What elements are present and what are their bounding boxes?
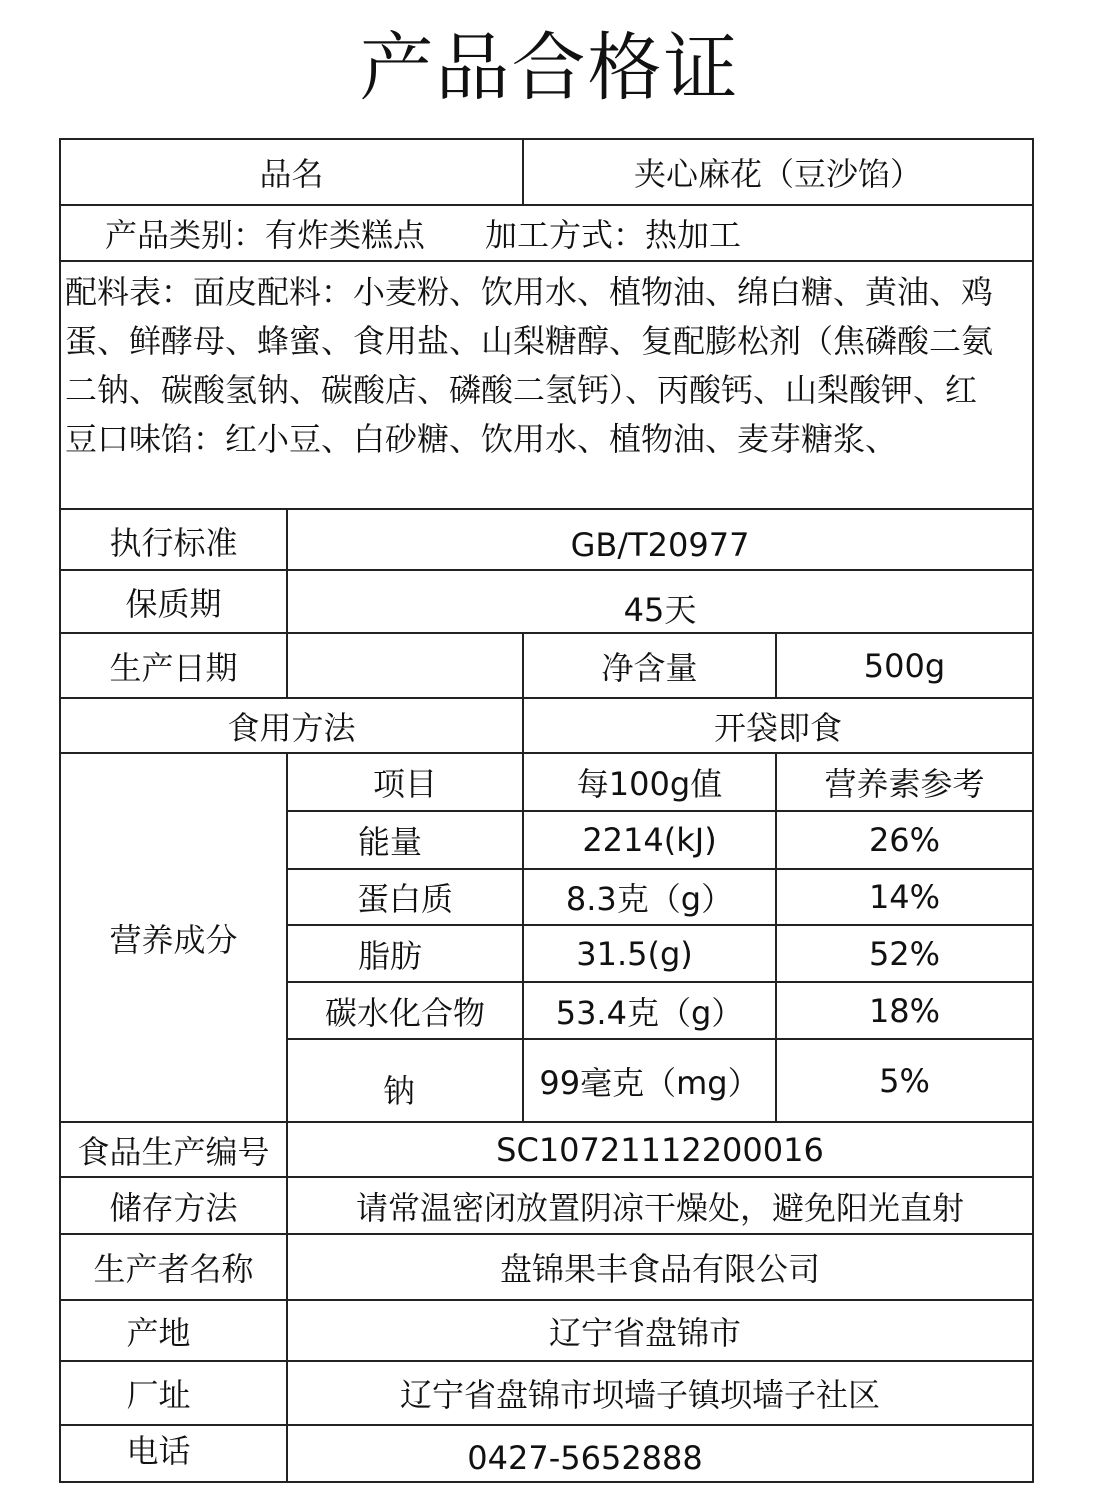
nutrition-item: 碳水化合物 bbox=[288, 983, 524, 1040]
net-content-label: 净含量 bbox=[524, 634, 777, 699]
nutrition-item: 脂肪 bbox=[288, 926, 524, 983]
document-title: 产品合格证 bbox=[359, 25, 740, 111]
factory-address-value: 辽宁省盘锦市坝墙子镇坝墙子社区 bbox=[288, 1362, 1034, 1426]
production-date-value bbox=[288, 634, 524, 699]
nutrition-per100g: 53.4克（g） bbox=[524, 983, 777, 1040]
nutrition-nrv: 26% bbox=[777, 812, 1034, 870]
phone-value: 0427-5652888 bbox=[288, 1426, 1034, 1483]
nutrition-header-item: 项目 bbox=[288, 754, 524, 812]
shelf-life-value: 45天 bbox=[288, 571, 1034, 634]
license-value: SC10721112200016 bbox=[288, 1123, 1034, 1178]
nutrition-item: 能量 bbox=[288, 812, 524, 870]
storage-label: 储存方法 bbox=[61, 1178, 288, 1235]
standard-label: 执行标准 bbox=[61, 510, 288, 571]
certificate-table bbox=[59, 138, 1034, 1483]
nutrition-header-nrv: 营养素参考 bbox=[777, 754, 1034, 812]
process-text: 加工方式：热加工 bbox=[485, 216, 742, 254]
ingredients-text: 配料表：面皮配料：小麦粉、饮用水、植物油、绵白糖、黄油、鸡蛋、鲜酵母、蜂蜜、食用盐、山梨糖醇、复配膨松剂（焦磷酸二氨二钠、碳酸氢钠、碳酸店、磷酸二氢钙）、丙酸钙、山梨酸钾、红豆口味馅：红小豆、白砂糖、饮用水、植物油、麦芽糖浆、 bbox=[61, 262, 1034, 510]
standard-value: GB/T20977 bbox=[288, 510, 1034, 571]
nutrition-item: 蛋白质 bbox=[288, 870, 524, 926]
net-content-value: 500g bbox=[777, 634, 1034, 699]
product-name-value: 夹心麻花（豆沙馅） bbox=[524, 140, 1034, 206]
origin-label: 产地 bbox=[61, 1301, 288, 1362]
nutrition-header-per100g: 每100g值 bbox=[524, 754, 777, 812]
storage-value: 请常温密闭放置阴凉干燥处，避免阳光直射 bbox=[288, 1178, 1034, 1235]
production-date-label: 生产日期 bbox=[61, 634, 288, 699]
factory-address-label: 厂址 bbox=[61, 1362, 288, 1426]
origin-value: 辽宁省盘锦市 bbox=[288, 1301, 1034, 1362]
usage-value: 开袋即食 bbox=[524, 699, 1034, 754]
nutrition-per100g: 99毫克（mg） bbox=[524, 1040, 777, 1123]
nutrition-label: 营养成分 bbox=[61, 754, 288, 1123]
usage-label: 食用方法 bbox=[61, 699, 524, 754]
producer-value: 盘锦果丰食品有限公司 bbox=[288, 1235, 1034, 1301]
product-name-label: 品名 bbox=[61, 140, 524, 206]
nutrition-per100g: 8.3克（g） bbox=[524, 870, 777, 926]
producer-label: 生产者名称 bbox=[61, 1235, 288, 1301]
nutrition-item: 钠 bbox=[288, 1040, 524, 1123]
category-text: 产品类别：有炸类糕点 bbox=[105, 216, 426, 254]
shelf-life-label: 保质期 bbox=[61, 571, 288, 634]
nutrition-nrv: 52% bbox=[777, 926, 1034, 983]
nutrition-nrv: 5% bbox=[777, 1040, 1034, 1123]
nutrition-nrv: 18% bbox=[777, 983, 1034, 1040]
nutrition-per100g: 31.5(g) bbox=[524, 926, 777, 983]
license-label: 食品生产编号 bbox=[61, 1123, 288, 1178]
phone-label: 电话 bbox=[61, 1426, 288, 1483]
category-row bbox=[61, 206, 1034, 262]
nutrition-per100g: 2214(kJ) bbox=[524, 812, 777, 870]
nutrition-nrv: 14% bbox=[777, 870, 1034, 926]
